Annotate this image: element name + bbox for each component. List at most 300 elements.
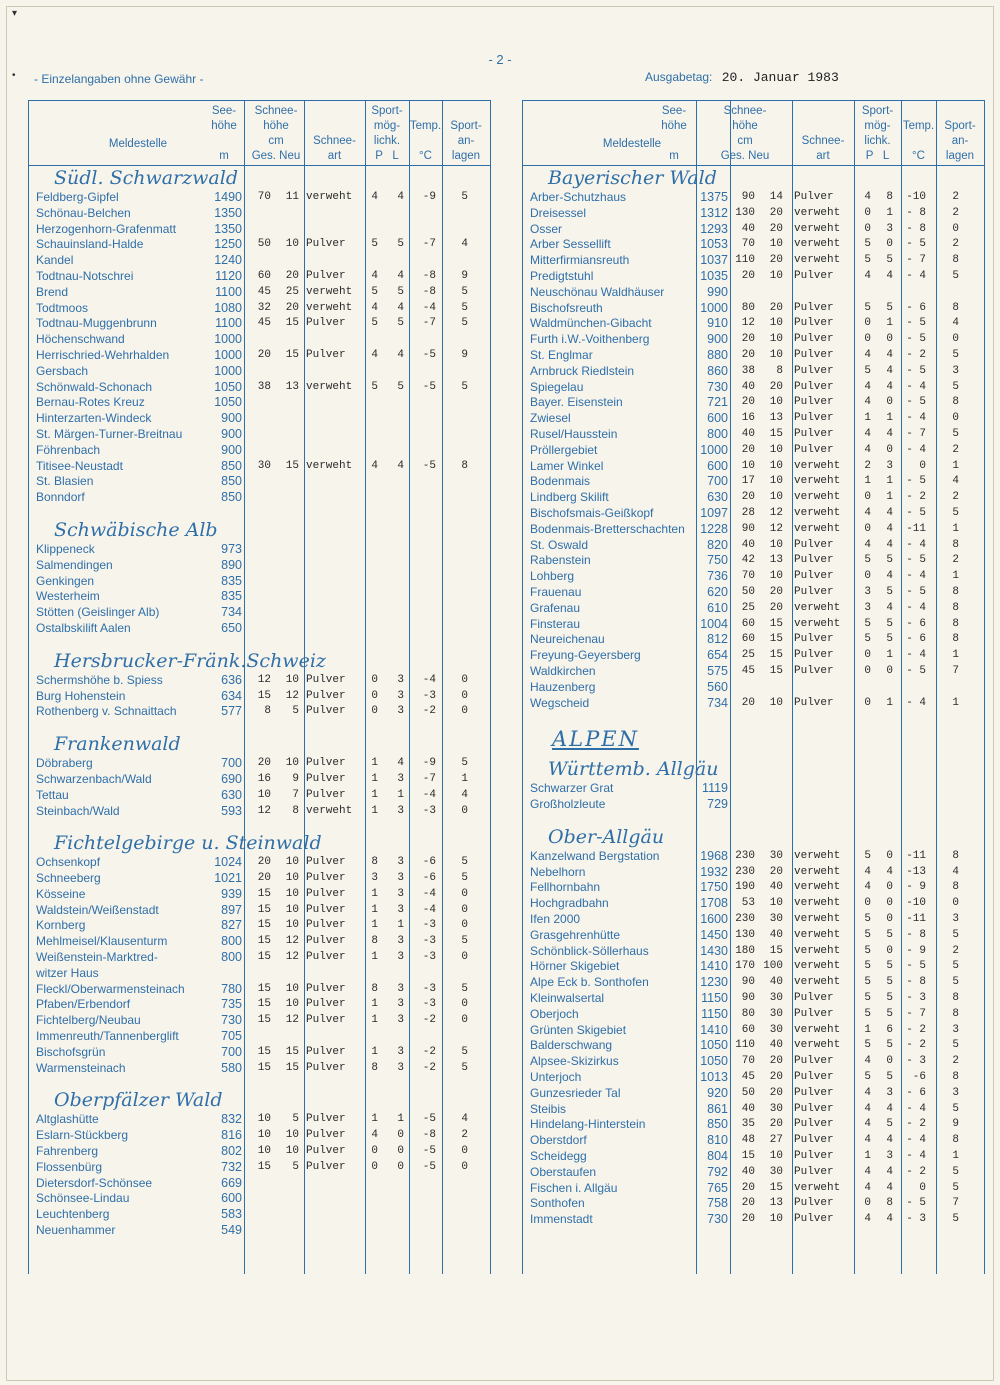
table-row [28, 380, 490, 396]
schneeart-value: Pulver [306, 903, 346, 916]
table-row [522, 1212, 984, 1228]
seehoehe-value: 600 [707, 458, 728, 473]
schnee-gesamt: 80 [741, 301, 755, 314]
schnee-neu: 20 [769, 1086, 783, 1099]
sportanlagen-value: 3 [952, 364, 959, 377]
schnee-neu: 8 [776, 364, 783, 377]
schnee-gesamt: 12 [257, 804, 271, 817]
schnee-neu: 13 [769, 1197, 783, 1210]
sportanlagen-value: 2 [952, 1055, 959, 1068]
schneeart-value: verweht [794, 1023, 841, 1036]
schnee-gesamt: 40 [741, 222, 755, 235]
schnee-neu: 9 [292, 772, 299, 785]
piste-value: 0 [864, 206, 871, 219]
schneeart-value: verweht [306, 459, 353, 472]
schnee-neu: 40 [769, 881, 783, 894]
seehoehe-value: 850 [221, 490, 242, 505]
section-spacer [522, 711, 984, 723]
schnee-gesamt: 32 [257, 301, 271, 314]
table-row [522, 301, 984, 317]
piste-value: 4 [864, 380, 871, 393]
station-name: Immenstadt [530, 1212, 593, 1227]
loipe-value: 4 [886, 1213, 893, 1226]
piste-value: 5 [864, 554, 871, 567]
station-name: Unterjoch [530, 1070, 582, 1085]
seehoehe-value: 734 [221, 605, 242, 620]
schneeart-value: verweht [794, 617, 841, 630]
temperatur-value: - 8 [906, 222, 926, 235]
schnee-gesamt: 40 [741, 538, 755, 551]
piste-value: 8 [371, 935, 378, 948]
station-name: Fischen i. Allgäu [530, 1180, 618, 1195]
schnee-neu: 30 [769, 1007, 783, 1020]
loipe-value: 4 [397, 757, 404, 770]
schnee-neu: 27 [769, 1134, 783, 1147]
schnee-neu: 10 [769, 491, 783, 504]
piste-value: 0 [371, 689, 378, 702]
temperatur-value: - 4 [906, 1134, 926, 1147]
schneeart-value: Pulver [794, 538, 834, 551]
station-name: Arnbruck Riedlstein [530, 363, 635, 378]
station-name: Mehlmeisel/Klausenturm [36, 934, 168, 949]
table-header [522, 100, 984, 166]
schneeart-value: verweht [794, 976, 841, 989]
table-row [28, 190, 490, 206]
schnee-neu: 10 [769, 897, 783, 910]
loipe-value: 4 [886, 348, 893, 361]
sportanlagen-value: 4 [461, 238, 468, 251]
schneeart-value: verweht [794, 522, 841, 535]
station-name: Fleckl/Oberwarmensteinach [36, 981, 185, 996]
schnee-neu: 25 [285, 285, 299, 298]
seehoehe-value: 549 [221, 1223, 242, 1238]
piste-value: 1 [371, 1113, 378, 1126]
seehoehe-value: 850 [707, 1117, 728, 1132]
schnee-gesamt: 20 [741, 443, 755, 456]
piste-value: 0 [864, 333, 871, 346]
schnee-gesamt: 25 [741, 601, 755, 614]
piste-value: 5 [864, 301, 871, 314]
temperatur-value: - 4 [906, 649, 926, 662]
sportanlagen-value: 8 [952, 1007, 959, 1020]
sportanlagen-value: 0 [461, 689, 468, 702]
left-table [28, 100, 490, 1274]
piste-value: 8 [371, 982, 378, 995]
seehoehe-value: 800 [221, 934, 242, 949]
sportanlagen-value: 8 [952, 601, 959, 614]
temperatur-value: -8 [422, 285, 436, 298]
table-row [522, 680, 984, 696]
piste-value: 0 [864, 491, 871, 504]
loipe-value: 0 [397, 1145, 404, 1158]
station-name: Stötten (Geislinger Alb) [36, 605, 160, 620]
station-name: Kanzelwand Bergstation [530, 848, 660, 863]
schnee-neu: 40 [769, 1039, 783, 1052]
seehoehe-value: 700 [221, 1044, 242, 1059]
temperatur-value: -4 [422, 887, 436, 900]
temperatur-value: - 4 [906, 412, 926, 425]
station-name: Tettau [36, 787, 69, 802]
seehoehe-value: 610 [707, 600, 728, 615]
seehoehe-value: 1490 [214, 190, 242, 204]
table-row [28, 1207, 490, 1223]
schneeart-value: Pulver [794, 364, 834, 377]
table-row [28, 589, 490, 605]
loipe-value: 1 [886, 696, 893, 709]
temperatur-value: - 3 [906, 992, 926, 1005]
station-name: Furth i.W.-Voithenberg [530, 332, 650, 347]
piste-value: 0 [864, 696, 871, 709]
schnee-gesamt: 70 [741, 238, 755, 251]
piste-value: 0 [371, 1160, 378, 1173]
schnee-neu: 10 [285, 856, 299, 869]
loipe-value: 3 [397, 872, 404, 885]
loipe-value: 0 [886, 849, 893, 862]
loipe-value: 4 [886, 364, 893, 377]
table-row [28, 756, 490, 772]
schnee-gesamt: 90 [741, 191, 755, 203]
table-row [28, 395, 490, 411]
loipe-value: 4 [886, 601, 893, 614]
schnee-neu: 30 [769, 849, 783, 862]
sportanlagen-value: 8 [461, 459, 468, 472]
temperatur-value: - 6 [906, 617, 926, 630]
temperatur-value: -5 [422, 348, 436, 361]
seehoehe-value: 1450 [700, 927, 728, 942]
schnee-gesamt: 60 [741, 633, 755, 646]
table-row [28, 253, 490, 269]
schnee-neu: 15 [285, 459, 299, 472]
loipe-value: 5 [886, 1007, 893, 1020]
schneeart-value: Pulver [794, 1007, 834, 1020]
seehoehe-value: 832 [221, 1112, 242, 1127]
piste-value: 4 [864, 1213, 871, 1226]
station-name: Wegscheid [530, 695, 590, 710]
schnee-neu: 10 [285, 903, 299, 916]
region-title: Ober-Allgäu [548, 825, 665, 848]
seehoehe-value: 654 [707, 648, 728, 663]
temperatur-value: -5 [422, 380, 436, 393]
loipe-value: 5 [886, 992, 893, 1005]
loipe-value: 0 [886, 913, 893, 926]
table-row [522, 427, 984, 443]
station-name: Bodenmais [530, 474, 591, 489]
schnee-neu: 15 [769, 427, 783, 440]
seehoehe-value: 630 [707, 490, 728, 505]
seehoehe-value: 1053 [700, 237, 728, 252]
loipe-value: 0 [397, 1129, 404, 1142]
station-name: Hauzenberg [530, 679, 596, 694]
sportanlagen-value: 1 [952, 1150, 959, 1163]
temperatur-value: - 8 [906, 928, 926, 941]
station-name: St. Blasien [36, 474, 94, 489]
station-name: Gunzesrieder Tal [530, 1085, 621, 1100]
table-row [522, 285, 984, 301]
schnee-neu: 15 [285, 348, 299, 361]
seehoehe-value: 1410 [700, 959, 728, 974]
schnee-gesamt: 20 [257, 856, 271, 869]
seehoehe-value: 920 [707, 1085, 728, 1100]
piste-value: 0 [371, 705, 378, 718]
schnee-gesamt: 15 [257, 689, 271, 702]
piste-value: 3 [864, 601, 871, 614]
sportanlagen-value: 8 [952, 538, 959, 551]
schnee-neu: 10 [285, 1129, 299, 1142]
station-name: Bodenmais-Bretterschachten [530, 521, 685, 536]
column-rule [984, 100, 985, 1274]
sportanlagen-value: 5 [952, 976, 959, 989]
schnee-neu: 12 [285, 1014, 299, 1027]
station-name: Schneeberg [36, 871, 101, 886]
table-row [522, 865, 984, 881]
seehoehe-value: 730 [221, 1013, 242, 1028]
seehoehe-value: 1004 [700, 616, 728, 631]
section-spacer [522, 813, 984, 825]
loipe-value: 1 [886, 317, 893, 330]
sportanlagen-value: 9 [952, 1118, 959, 1131]
piste-value: 4 [864, 427, 871, 440]
issue-label: Ausgabetag: [645, 70, 713, 84]
sportanlagen-value: 8 [952, 1071, 959, 1084]
station-name: Mitterfirmiansreuth [530, 253, 630, 268]
piste-value: 5 [864, 992, 871, 1005]
table-row [522, 896, 984, 912]
schnee-gesamt: 42 [741, 554, 755, 567]
seehoehe-value: 1119 [702, 781, 728, 796]
sportanlagen-value: 1 [952, 696, 959, 709]
table-row [522, 237, 984, 253]
temperatur-value: - 7 [906, 254, 926, 267]
table-row [28, 1112, 490, 1128]
header-sportanlagen: Sport- an- lagen [944, 120, 976, 162]
schnee-neu: 30 [769, 1165, 783, 1178]
table-row [28, 348, 490, 364]
schnee-gesamt: 15 [257, 919, 271, 932]
seehoehe-value: 1968 [700, 848, 728, 863]
schneeart-value: Pulver [306, 1014, 346, 1027]
temperatur-value: - 8 [906, 976, 926, 989]
loipe-value: 5 [397, 285, 404, 298]
temperatur-value: - 2 [906, 1118, 926, 1131]
schnee-neu: 10 [285, 238, 299, 251]
temperatur-value: - 5 [906, 960, 926, 973]
piste-value: 4 [371, 191, 378, 203]
station-name: Waldkirchen [530, 663, 596, 678]
schneeart-value: Pulver [306, 1045, 346, 1058]
table-row [522, 490, 984, 506]
sportanlagen-value: 2 [952, 944, 959, 957]
schneeart-value: verweht [306, 191, 353, 203]
temperatur-value: - 6 [906, 1086, 926, 1099]
seehoehe-value: 900 [221, 411, 242, 426]
temperatur-value: - 5 [906, 475, 926, 488]
table-row [28, 574, 490, 590]
loipe-value: 5 [397, 317, 404, 330]
piste-value: 4 [864, 348, 871, 361]
piste-value: 5 [864, 849, 871, 862]
loipe-value: 6 [886, 1023, 893, 1036]
schneeart-value: verweht [794, 475, 841, 488]
table-row [28, 1223, 490, 1239]
region-heading [28, 732, 490, 756]
seehoehe-value: 835 [221, 573, 242, 588]
loipe-value: 5 [886, 960, 893, 973]
station-name: Schwarzenbach/Wald [36, 771, 152, 786]
loipe-value: 5 [886, 1071, 893, 1084]
temperatur-value: -6 [422, 856, 436, 869]
seehoehe-value: 750 [707, 553, 728, 568]
schnee-gesamt: 70 [257, 191, 271, 203]
temperatur-value: - 4 [906, 570, 926, 583]
sportanlagen-value: 0 [952, 333, 959, 346]
station-name: Oberstaufen [530, 1164, 597, 1179]
sportanlagen-value: 2 [461, 1129, 468, 1142]
table-row [522, 380, 984, 396]
loipe-value: 3 [397, 705, 404, 718]
sportanlagen-value: 5 [461, 872, 468, 885]
table-row [28, 887, 490, 903]
sportanlagen-value: 8 [952, 633, 959, 646]
loipe-value: 4 [397, 301, 404, 314]
loipe-value: 5 [886, 976, 893, 989]
temperatur-value: - 7 [906, 1007, 926, 1020]
table-row [522, 781, 984, 797]
section-spacer [522, 1228, 984, 1240]
schneeart-value: verweht [794, 865, 841, 878]
sportanlagen-value: 9 [461, 269, 468, 282]
schnee-gesamt: 10 [257, 1145, 271, 1158]
sportanlagen-value: 0 [461, 887, 468, 900]
seehoehe-value: 827 [221, 918, 242, 933]
schnee-gesamt: 20 [741, 348, 755, 361]
seehoehe-value: 700 [707, 474, 728, 489]
sportanlagen-value: 4 [952, 865, 959, 878]
station-name: St. Märgen-Turner-Breitnau [36, 426, 183, 441]
schnee-neu: 30 [769, 1023, 783, 1036]
station-name: Herrischried-Wehrhalden [36, 347, 170, 362]
schnee-neu: 20 [285, 269, 299, 282]
piste-value: 5 [864, 364, 871, 377]
table-row [522, 1038, 984, 1054]
schnee-gesamt: 170 [735, 960, 755, 973]
loipe-value: 3 [397, 856, 404, 869]
table-row [522, 632, 984, 648]
schnee-gesamt: 230 [735, 865, 755, 878]
sportanlagen-value: 5 [461, 301, 468, 314]
table-row [522, 395, 984, 411]
station-name: Balderschwang [530, 1038, 613, 1053]
piste-value: 4 [864, 1134, 871, 1147]
loipe-value: 4 [886, 1134, 893, 1147]
station-name: Westerheim [36, 589, 100, 604]
table-row [28, 966, 490, 982]
table-row [28, 1045, 490, 1061]
region-title: ALPEN [552, 727, 639, 752]
table-row [522, 849, 984, 865]
temperatur-value: -9 [422, 757, 436, 770]
sportanlagen-value: 7 [952, 664, 959, 677]
piste-value: 1 [371, 772, 378, 785]
sportanlagen-value: 8 [952, 254, 959, 267]
station-name: Fahrenberg [36, 1144, 99, 1159]
temperatur-value: -11 [906, 849, 926, 862]
schnee-neu: 12 [285, 689, 299, 702]
seehoehe-value: 804 [707, 1149, 728, 1164]
schneeart-value: verweht [794, 206, 841, 219]
loipe-value: 5 [397, 380, 404, 393]
table-row [28, 1191, 490, 1207]
schnee-gesamt: 90 [741, 992, 755, 1005]
seehoehe-value: 900 [707, 332, 728, 347]
seehoehe-value: 1350 [214, 221, 242, 236]
schneeart-value: Pulver [794, 1197, 834, 1210]
loipe-value: 1 [397, 1113, 404, 1126]
seehoehe-value: 600 [221, 1191, 242, 1206]
station-name: witzer Haus [36, 965, 99, 980]
schnee-gesamt: 90 [741, 976, 755, 989]
seehoehe-value: 1080 [214, 300, 242, 315]
seehoehe-value: 861 [707, 1101, 728, 1116]
seehoehe-value: 669 [221, 1175, 242, 1190]
table-row [522, 411, 984, 427]
schnee-gesamt: 130 [735, 928, 755, 941]
section-spacer [28, 506, 490, 518]
schneeart-value: Pulver [306, 935, 346, 948]
seehoehe-value: 690 [221, 771, 242, 786]
table-row [28, 772, 490, 788]
station-name: Großholzleute [530, 797, 606, 812]
schnee-neu: 10 [285, 982, 299, 995]
sportanlagen-value: 3 [952, 1023, 959, 1036]
seehoehe-value: 850 [221, 474, 242, 489]
table-row [522, 944, 984, 960]
schnee-gesamt: 8 [264, 705, 271, 718]
loipe-value: 4 [886, 865, 893, 878]
table-row [28, 474, 490, 490]
schnee-neu: 10 [769, 238, 783, 251]
piste-value: 4 [864, 506, 871, 519]
temperatur-value: - 5 [906, 364, 926, 377]
station-name: Pröllergebiet [530, 442, 598, 457]
table-row [28, 542, 490, 558]
loipe-value: 5 [886, 1039, 893, 1052]
region-heading [522, 166, 984, 190]
sportanlagen-value: 0 [461, 903, 468, 916]
schnee-neu: 10 [769, 696, 783, 709]
station-name: Alpsee-Skizirkus [530, 1054, 619, 1069]
schneeart-value: Pulver [306, 788, 346, 801]
schnee-gesamt: 12 [257, 673, 271, 686]
table-row [522, 1117, 984, 1133]
table-row [522, 1133, 984, 1149]
seehoehe-value: 575 [707, 663, 728, 678]
region-heading [28, 166, 490, 190]
schnee-neu: 10 [285, 919, 299, 932]
temperatur-value: -5 [422, 459, 436, 472]
scan-mark: • [12, 70, 16, 81]
loipe-value: 1 [886, 475, 893, 488]
schnee-neu: 10 [769, 348, 783, 361]
temperatur-value: -7 [422, 317, 436, 330]
temperatur-value: -2 [422, 1061, 436, 1074]
schnee-gesamt: 60 [741, 1023, 755, 1036]
temperatur-value: - 2 [906, 1165, 926, 1178]
temperatur-value: - 6 [906, 301, 926, 314]
seehoehe-value: 1100 [215, 284, 242, 299]
schnee-neu: 7 [292, 788, 299, 801]
station-name: Oberjoch [530, 1006, 579, 1021]
temperatur-value: -6 [912, 1071, 926, 1084]
